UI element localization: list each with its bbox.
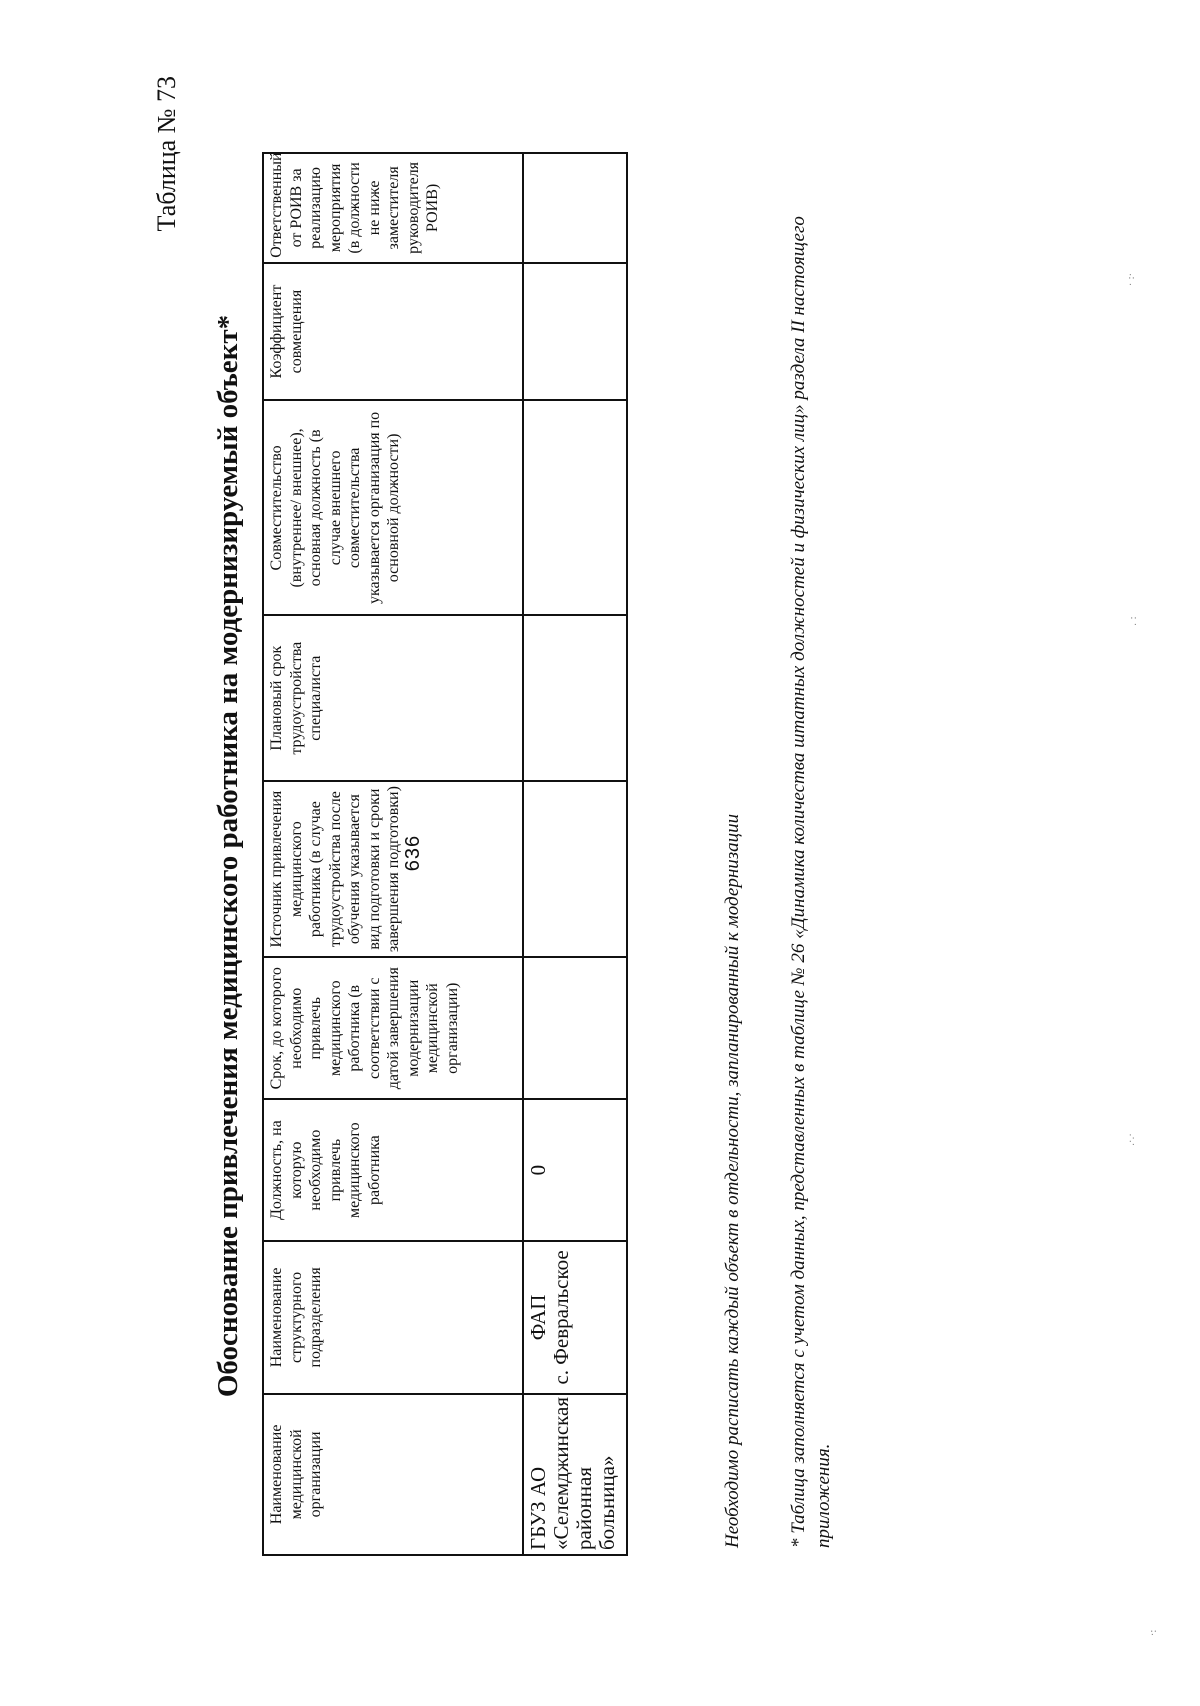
document-title: Обоснование привлечения медицинского работника на модернизируемый объект* bbox=[212, 314, 244, 1398]
header-subdivision: Наименование структурного подразделения bbox=[263, 1241, 523, 1394]
cell-organization: ГБУЗ АО «Селемджинская районная больница» bbox=[523, 1394, 627, 1555]
table-footnote: * Таблица заполняется с учетом данных, представленных в таблице № 26 «Динамика количества штатных должностей и физических лиц» раздела II настоящего приложения. bbox=[788, 216, 834, 1548]
header-combination: Совместительство (внутреннее/ внешнее), основная должность (в случае внешнего совместительства указывается организация по основной должности) bbox=[263, 400, 523, 615]
header-planned-date: Плановый срок трудоустройства специалиста bbox=[263, 615, 523, 781]
cell-deadline bbox=[523, 957, 627, 1099]
table-number: Таблица № 73 bbox=[152, 76, 181, 232]
scan-speck: · :· bbox=[1126, 273, 1137, 286]
modernization-note: Необходимо расписать каждый объект в отдельности, запланированный к модернизации bbox=[722, 813, 743, 1548]
cell-subdivision bbox=[523, 1241, 627, 1394]
cell-source bbox=[523, 781, 627, 957]
header-coefficient: Коэффициент совмещения bbox=[263, 263, 523, 401]
scan-speck: ·: bbox=[1148, 1629, 1159, 1636]
table-header-row bbox=[263, 153, 523, 1555]
header-responsible: Ответственный от РОИВ за реализацию мероприятия (в должности не ниже заместителя руководителя РОИВ) bbox=[263, 153, 523, 263]
cell-responsible bbox=[523, 153, 627, 263]
scan-speck: . : bbox=[1128, 616, 1139, 626]
scan-speck: .·.· bbox=[1126, 1133, 1137, 1146]
justification-table bbox=[262, 152, 628, 1556]
header-source: Источник привлечения медицинского работника (в случае трудоустройства после обучения указывается вид подготовки и сроки завершения подготовки) bbox=[263, 781, 523, 957]
cell-position: 0 bbox=[523, 1099, 627, 1241]
page-number: 636 bbox=[402, 834, 424, 872]
header-organization: Наименование медицинской организации bbox=[263, 1394, 523, 1555]
cell-combination bbox=[523, 400, 627, 615]
table-row bbox=[523, 153, 627, 1555]
cell-coefficient bbox=[523, 263, 627, 401]
header-deadline: Срок, до которого необходимо привлечь медицинского работника (в соответствии с датой завершения модернизации медицинской организации) bbox=[263, 957, 523, 1099]
subdivision-type: ФАП bbox=[526, 1294, 550, 1341]
cell-planned-date bbox=[523, 615, 627, 781]
header-position: Должность, на которую необходимо привлечь медицинского работника bbox=[263, 1099, 523, 1241]
subdivision-place: с. Февральское bbox=[549, 1250, 574, 1385]
